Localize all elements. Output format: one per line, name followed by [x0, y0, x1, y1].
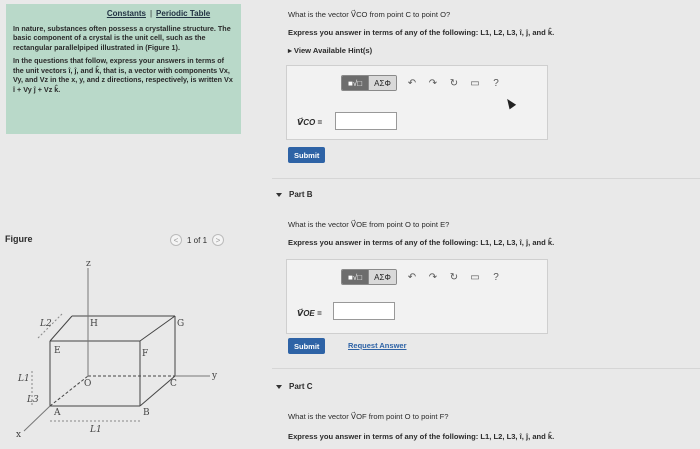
label-G: G [177, 319, 185, 329]
figure-page-count: 1 of 1 [187, 235, 208, 245]
partA-answer-input[interactable] [335, 112, 397, 130]
reset-icon[interactable]: ↻ [449, 77, 459, 89]
partA-question: What is the vector V⃗CO from point C to point O? [288, 10, 451, 19]
label-y: y [212, 371, 218, 381]
divider-b-c [272, 368, 700, 369]
help-icon[interactable]: ? [493, 77, 499, 89]
partA-toolbar [341, 75, 502, 91]
partB-heading-text: Part B [289, 190, 313, 199]
constants-link[interactable]: Constants [106, 9, 146, 18]
partC-heading-text: Part C [289, 382, 313, 391]
partB-question: What is the vector V⃗OE from point O to point E? [288, 220, 450, 229]
edge-E-H [50, 316, 72, 341]
partC-instruction: Express you answer in terms of any of the following: L1, L2, L3, î, ĵ, and k̂. [288, 432, 555, 441]
partB-answer-box [286, 259, 548, 334]
x-axis [24, 406, 50, 431]
label-L3: L3 [27, 395, 39, 405]
greek-symbols-button[interactable]: ΑΣΦ [368, 76, 396, 90]
keyboard-icon[interactable]: ▭ [470, 271, 480, 283]
redo-icon[interactable]: ↷ [428, 271, 438, 283]
partB-heading[interactable] [276, 190, 313, 199]
partB-request-answer-link[interactable]: Request Answer [348, 341, 407, 350]
partA-answer-label: V⃗CO = [297, 118, 323, 127]
label-B: B [143, 408, 150, 418]
templates-button[interactable]: ■√□ [342, 270, 368, 284]
partC-heading[interactable] [276, 382, 313, 391]
keyboard-icon[interactable]: ▭ [470, 77, 480, 89]
periodic-table-link[interactable]: Periodic Table [156, 9, 211, 18]
partA-instruction: Express you answer in terms of any of the following: L1, L2, L3, î, ĵ, and k̂. [288, 28, 555, 37]
divider-a-b [272, 178, 700, 179]
partB-toolbar [341, 269, 502, 285]
intro-paragraph-1: In nature, substances often possess a crystalline structure. The basic component of a crystal is the unit cell, such as the rectangular parallelpiped illustrated in (Figure 1). [13, 23, 231, 52]
label-L2: L2 [40, 319, 52, 329]
figure-label: Figure [5, 234, 33, 244]
collapse-caret-icon [276, 193, 282, 197]
label-z: z [86, 259, 91, 269]
intro-panel [6, 4, 241, 134]
collapse-caret-icon [276, 385, 282, 389]
partC-question: What is the vector V⃗OF from point O to point F? [288, 412, 449, 421]
question-panel [272, 0, 700, 449]
label-C: C [170, 379, 177, 389]
prev-figure-button[interactable]: < [170, 234, 182, 246]
redo-icon[interactable]: ↷ [428, 77, 438, 89]
label-x: x [16, 430, 22, 440]
partB-instruction: Express you answer in terms of any of the following: L1, L2, L3, î, ĵ, and k̂. [288, 238, 555, 247]
reset-icon[interactable]: ↻ [449, 271, 459, 283]
link-separator: | [149, 9, 153, 18]
partB-answer-label: V⃗OE = [297, 309, 322, 318]
intro-paragraph-2: In the questions that follow, express your answers in terms of the unit vectors î, ĵ, and k̂, that is, a vector with components Vx, Vy, and Vz in the x, y, and z directions, respectively, is written Vx î + Vy ĵ + Vz k̂. [13, 56, 233, 94]
help-icon[interactable]: ? [493, 271, 499, 283]
label-A: A [54, 408, 61, 418]
undo-icon[interactable]: ↶ [407, 77, 417, 89]
label-L1-left: L1 [18, 374, 30, 384]
partA-submit-button[interactable]: Submit [288, 147, 325, 163]
label-L1-bottom: L1 [90, 425, 102, 435]
greek-symbols-button[interactable]: ΑΣΦ [368, 270, 396, 284]
partB-answer-input[interactable] [333, 302, 395, 320]
edge-F-G [140, 316, 175, 341]
label-F: F [142, 349, 149, 359]
label-E: E [54, 346, 61, 356]
partB-submit-button[interactable]: Submit [288, 338, 325, 354]
resource-links [83, 9, 234, 19]
label-O: O [84, 379, 92, 389]
figure-pager [170, 234, 224, 246]
partA-hint-toggle[interactable]: ▸ View Available Hint(s) [288, 46, 373, 55]
unit-cell-figure [10, 256, 235, 441]
templates-button[interactable]: ■√□ [342, 76, 368, 90]
next-figure-button[interactable]: > [212, 234, 224, 246]
edge-A-O [50, 376, 88, 406]
label-H: H [90, 319, 98, 329]
undo-icon[interactable]: ↶ [407, 271, 417, 283]
